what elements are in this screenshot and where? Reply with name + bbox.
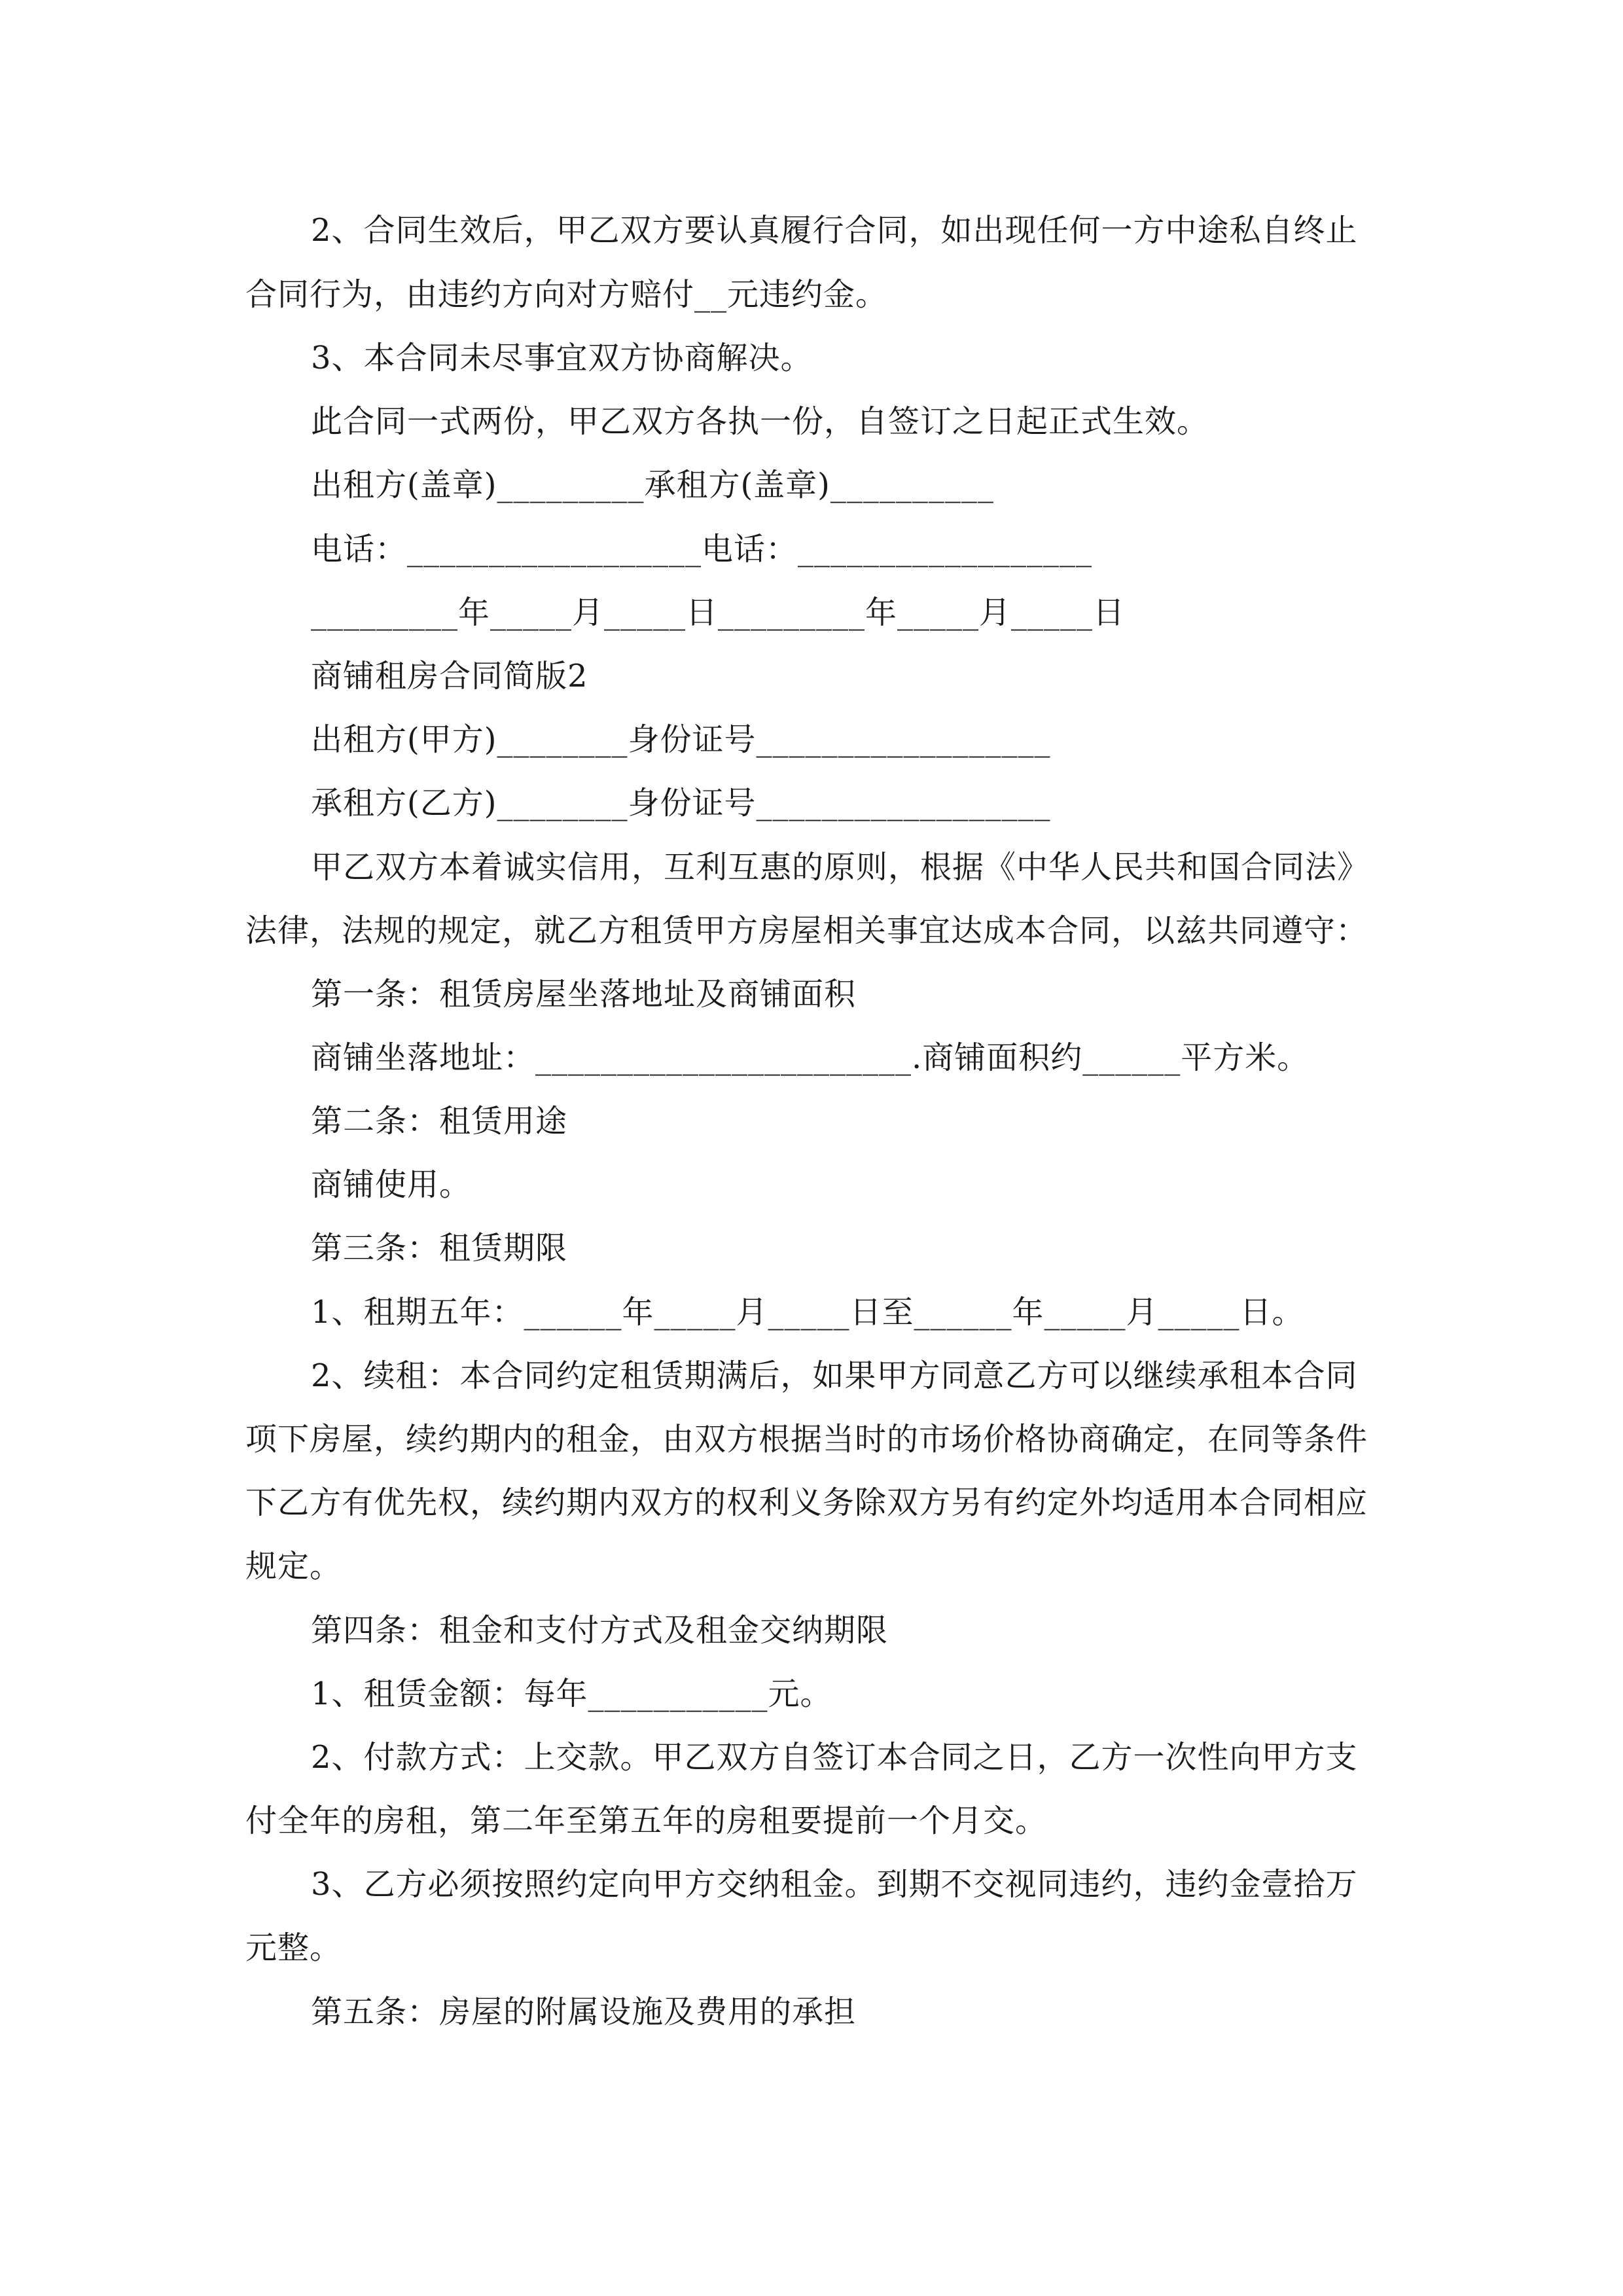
text-line: 法律，法规的规定，就乙方租赁甲方房屋相关事宜达成本合同，以兹共同遵守： (245, 912, 1368, 949)
article-heading: 第一条：租赁房屋坐落地址及商铺面积 (311, 976, 857, 1013)
text-line: 商铺坐落地址：_______________________.商铺面积约______平方米。 (311, 1039, 1310, 1076)
article-heading: 第四条：租金和支付方式及租金交纳期限 (311, 1612, 889, 1649)
text-line: 此合同一式两份，甲乙双方各执一份，自签订之日起正式生效。 (311, 403, 1209, 440)
text-line: 1、租赁金额：每年___________元。 (311, 1676, 832, 1712)
text-line: 下乙方有优先权，续约期内双方的权利义务除双方另有约定外均适用本合同相应 (245, 1484, 1368, 1521)
article-heading: 第五条：房屋的附属设施及费用的承担 (311, 1994, 857, 2030)
text-line: 1、租期五年：______年_____月_____日至______年_____月_____日。 (311, 1294, 1304, 1331)
text-line: 3、本合同未尽事宜双方协商解决。 (311, 340, 813, 376)
text-line: 项下房屋，续约期内的租金，由双方根据当时的市场价格协商确定，在同等条件 (245, 1421, 1368, 1458)
section-heading: 商铺租房合同简版2 (311, 658, 588, 694)
text-line: 合同行为，由违约方向对方赔付__元违约金。 (245, 276, 888, 313)
text-line: 2、付款方式：上交款。甲乙双方自签订本合同之日，乙方一次性向甲方支 (311, 1739, 1358, 1776)
text-line: 甲乙双方本着诚实信用，互利互惠的原则，根据《中华人民共和国合同法》 (311, 849, 1370, 886)
text-line: _________年_____月_____日_________年_____月_____日 (311, 594, 1126, 631)
text-line: 3、乙方必须按照约定向甲方交纳租金。到期不交视同违约，违约金壹拾万 (311, 1866, 1358, 1903)
article-heading: 第二条：租赁用途 (311, 1103, 568, 1139)
text-line: 出租方(甲方)________身份证号__________________ (311, 721, 1051, 758)
text-line: 电话：__________________电话：__________________ (311, 531, 1093, 567)
text-line: 付全年的房租，第二年至第五年的房租要提前一个月交。 (245, 1803, 1048, 1839)
text-line: 2、续租：本合同约定租赁期满后，如果甲方同意乙方可以继续承租本合同 (311, 1357, 1358, 1394)
text-line: 商铺使用。 (311, 1166, 472, 1203)
text-line: 规定。 (245, 1548, 342, 1585)
text-line: 承租方(乙方)________身份证号__________________ (311, 785, 1051, 821)
text-line: 元整。 (245, 1929, 342, 1966)
text-line: 2、合同生效后，甲乙双方要认真履行合同，如出现任何一方中途私自终止 (311, 212, 1358, 249)
text-line: 出租方(盖章)_________承租方(盖章)__________ (311, 467, 994, 503)
article-heading: 第三条：租赁期限 (311, 1230, 568, 1266)
